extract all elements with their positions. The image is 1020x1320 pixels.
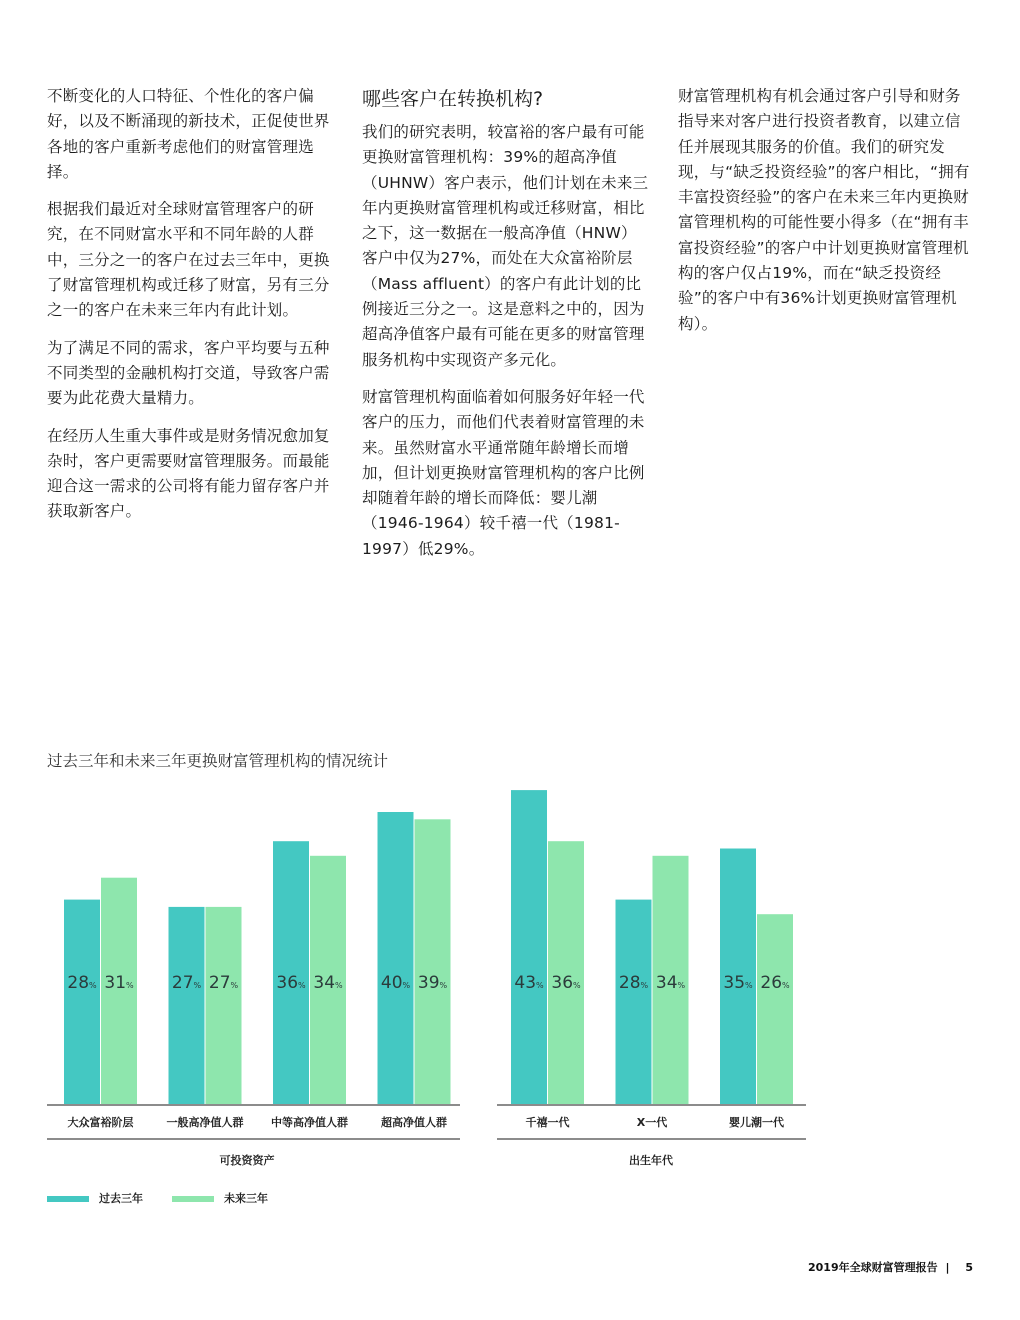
- data-label: 27%: [208, 973, 239, 993]
- category-label: 超高净值人群: [381, 1116, 447, 1129]
- data-label: 35%: [723, 973, 753, 993]
- data-label: 36%: [551, 973, 581, 993]
- data-label: 28%: [618, 973, 649, 993]
- group-label: 可投资资产: [219, 1154, 275, 1167]
- footer-separator: |: [945, 1261, 950, 1274]
- legend-future: [172, 1190, 268, 1206]
- paragraph: 财富管理机构有机会通过客户引导和财务指导来对客户进行投资者教育，以建立信任并展现其服务的价值。我们的研究发现，与“缺乏投资经验”的客户相比，“拥有丰富投资经验”的客户在未来三年内更换财富管理机构的可能性要小得多（在“拥有丰富投资经验”的客户中计划更换财富管理机构的客户仅占19%，而在“缺乏投资经验”的客户中有36%计划更换财富管理机构）。: [678, 87, 970, 333]
- data-label: 43%: [514, 973, 544, 993]
- data-label: 31%: [104, 973, 134, 993]
- data-label: 34%: [313, 973, 343, 993]
- report-title: 2019年全球财富管理报告: [808, 1261, 938, 1274]
- data-label: 28%: [67, 973, 97, 993]
- bar-past: [378, 812, 414, 1104]
- data-label: 34%: [655, 973, 686, 993]
- category-label: 千禧一代: [525, 1116, 570, 1129]
- bar-past: [616, 900, 652, 1104]
- paragraph: 为了满足不同的需求，客户平均要与五种不同类型的金融机构打交道，导致客户需要为此花费大量精力。: [47, 338, 330, 408]
- bar-future: [206, 907, 242, 1104]
- paragraph: 我们的研究表明，较富裕的客户最有可能更换财富管理机构：39%的超高净值（UHNW）客户表示，他们计划在未来三年内更换财富管理机构或迁移财富，相比之下，这一数据在一般高净值（HNW）客户中仅为27%，而处在大众富裕阶层（Mass affluent）的客户有此计划的比例接近三分之一。这是意料之中的，因为超高净值客户最有可能在更多的财富管理服务机构中实现资产多元化。: [362, 123, 649, 369]
- data-label: 26%: [760, 973, 790, 993]
- legend-label-past: 过去三年: [99, 1192, 143, 1205]
- data-label: 36%: [276, 973, 306, 993]
- category-label: 中等高净值人群: [271, 1116, 348, 1129]
- page-footer: [808, 1259, 973, 1275]
- section-heading: 哪些客户在转换机构?: [362, 88, 544, 110]
- category-label: 大众富裕阶层: [67, 1116, 134, 1129]
- legend-past: [47, 1190, 143, 1206]
- page-number: 5: [965, 1261, 973, 1274]
- paragraph: 不断变化的人口特征、个性化的客户偏好，以及不断涌现的新技术，正促使世界各地的客户重新考虑他们的财富管理选择。: [47, 87, 330, 181]
- paragraph: 在经历人生重大事件或是财务情况愈加复杂时，客户更需要财富管理服务。而最能迎合这一需求的公司将有能力留存客户并获取新客户。: [47, 426, 330, 521]
- data-label: 27%: [171, 973, 202, 993]
- paragraph: 根据我们最近对全球财富管理客户的研究，在不同财富水平和不同年龄的人群中，三分之一的客户在过去三年中，更换了财富管理机构或迁移了财富，另有三分之一的客户在未来三年内有此计划。: [47, 200, 330, 320]
- paragraph: 财富管理机构面临着如何服务好年轻一代客户的压力，而他们代表着财富管理的未来。虽然财富水平通常随年龄增长而增加，但计划更换财富管理机构的客户比例却随着年龄的增长而降低：婴儿潮（1946-1964）较千禧一代（1981-1997）低29%。: [362, 387, 645, 558]
- bar-future: [415, 819, 451, 1104]
- chart-title: 过去三年和未来三年更换财富管理机构的情况统计: [47, 752, 389, 770]
- legend-swatch-future: [172, 1196, 214, 1202]
- bar-past: [64, 900, 100, 1104]
- bar-future: [757, 914, 793, 1104]
- data-label: 40%: [380, 973, 411, 993]
- category-label: 婴儿潮一代: [729, 1116, 784, 1129]
- bar-past: [511, 790, 547, 1104]
- category-label: X一代: [636, 1116, 668, 1129]
- legend-label-future: 未来三年: [224, 1192, 268, 1205]
- category-label: 一般高净值人群: [166, 1116, 244, 1129]
- group-label: 出生年代: [629, 1154, 673, 1167]
- bar-past: [169, 907, 205, 1104]
- legend-swatch-past: [47, 1196, 89, 1202]
- data-label: 39%: [417, 973, 448, 993]
